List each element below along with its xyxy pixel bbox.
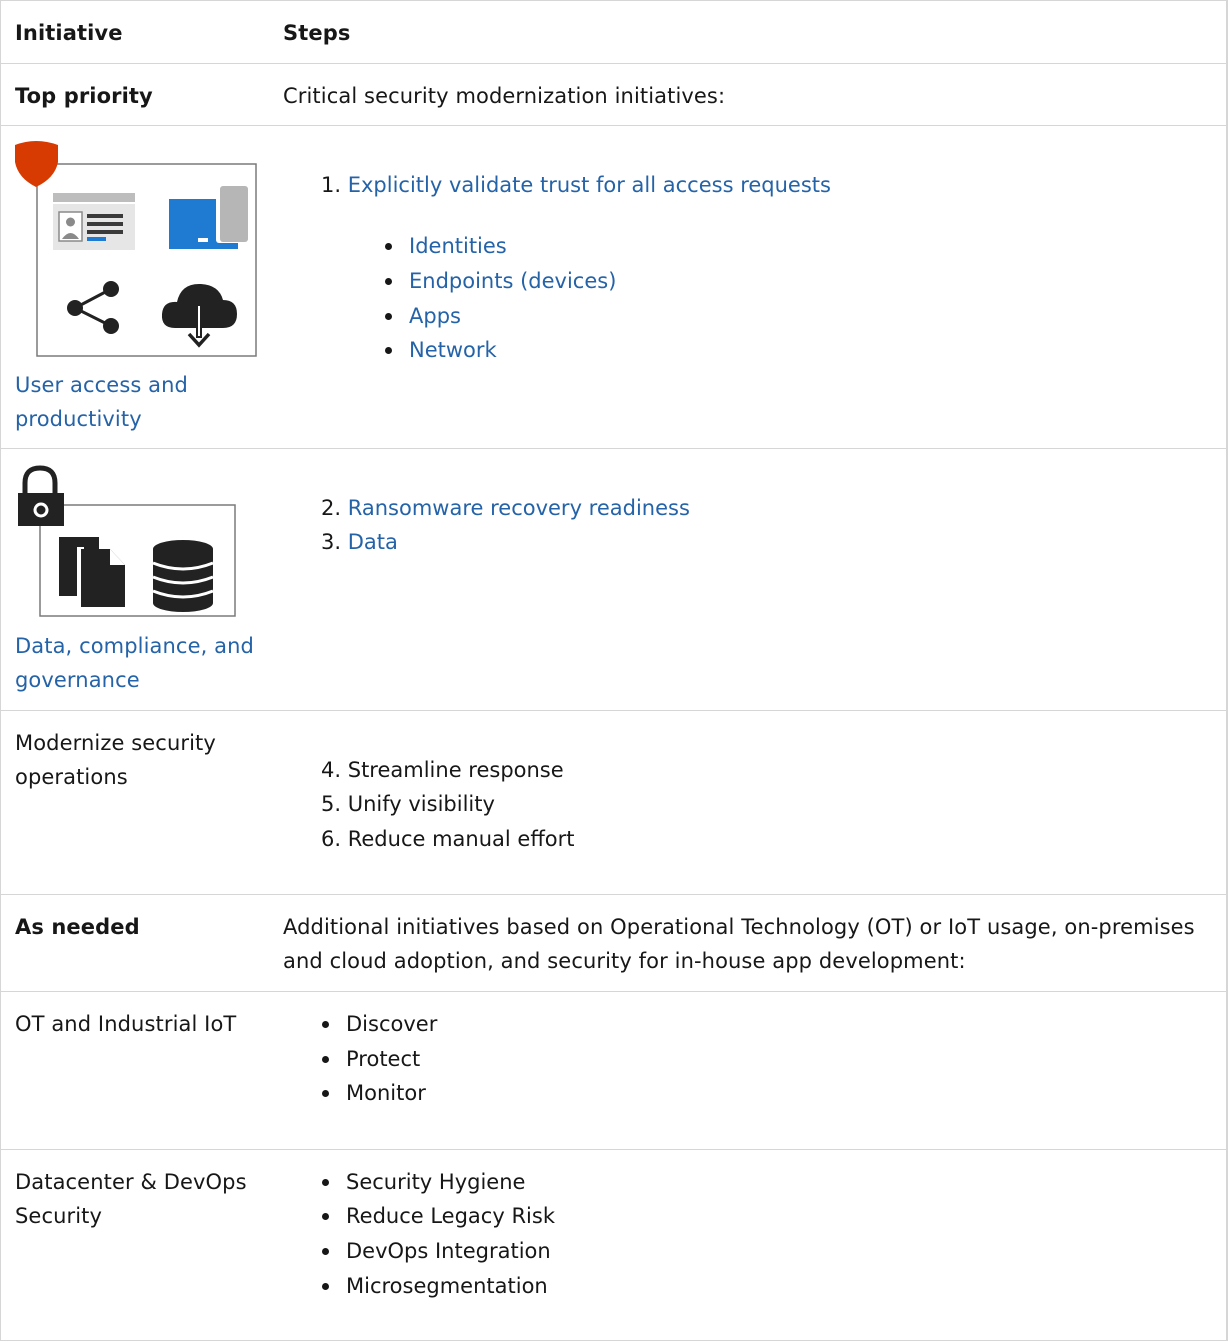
step-4 <box>321 753 564 787</box>
step-5 <box>321 787 495 821</box>
list-item: Protect <box>346 1042 420 1076</box>
step-1 <box>321 168 831 202</box>
step-6-number: 6. <box>321 827 342 851</box>
ot-iot-row <box>1 991 1227 1149</box>
identities-link[interactable]: Identities <box>409 229 507 263</box>
header-steps: Steps <box>283 21 351 45</box>
data-compliance-governance-icon <box>15 465 239 621</box>
data-compliance-row <box>1 448 1227 710</box>
user-access-productivity-icon <box>13 138 259 360</box>
security-operations-row <box>1 710 1227 894</box>
user-access-link[interactable]: User access and productivity <box>15 373 188 431</box>
step-5-number: 5. <box>321 792 342 816</box>
step-5-label: Unify visibility <box>347 792 495 816</box>
step-4-label: Streamline response <box>347 758 564 782</box>
header-initiative: Initiative <box>15 21 123 45</box>
table-header-row <box>1 1 1227 64</box>
list-item: Security Hygiene <box>346 1165 525 1199</box>
datacenter-devops-title: Datacenter & DevOps Security <box>15 1170 247 1228</box>
data-compliance-link[interactable]: Data, compliance, and governance <box>15 634 254 692</box>
datacenter-devops-row <box>1 1149 1227 1342</box>
as-needed-label: As needed <box>15 915 140 939</box>
apps-link[interactable]: Apps <box>409 299 461 333</box>
list-item: Reduce Legacy Risk <box>346 1199 555 1233</box>
ot-iot-title: OT and Industrial IoT <box>15 1012 237 1036</box>
endpoints-link[interactable]: Endpoints (devices) <box>409 264 616 298</box>
list-item: DevOps Integration <box>346 1234 551 1268</box>
step-3-number: 3. <box>321 530 342 554</box>
step-6-label: Reduce manual effort <box>347 827 575 851</box>
user-access-row <box>1 125 1227 448</box>
top-priority-description: Critical security modernization initiatives: <box>283 84 726 108</box>
top-priority-row <box>1 63 1227 126</box>
list-item: Discover <box>346 1007 437 1041</box>
list-item: Microsegmentation <box>346 1269 548 1303</box>
step-1-number: 1. <box>321 173 342 197</box>
step-4-number: 4. <box>321 758 342 782</box>
list-item: Monitor <box>346 1076 426 1110</box>
data-link[interactable]: Data <box>347 530 398 554</box>
network-link[interactable]: Network <box>409 333 497 367</box>
security-operations-title: Modernize security operations <box>15 731 216 789</box>
step-3 <box>321 525 398 559</box>
explicitly-validate-trust-link[interactable]: Explicitly validate trust for all access requests <box>347 173 831 197</box>
as-needed-description: Additional initiatives based on Operational Technology (OT) or IoT usage, on-premises and cloud adoption, and security for in-house app development: <box>283 915 1195 973</box>
step-2-number: 2. <box>321 496 342 520</box>
ransomware-recovery-link[interactable]: Ransomware recovery readiness <box>347 496 690 520</box>
as-needed-row <box>1 894 1227 992</box>
step-6 <box>321 822 575 856</box>
step-2 <box>321 491 690 525</box>
top-priority-label: Top priority <box>15 84 153 108</box>
